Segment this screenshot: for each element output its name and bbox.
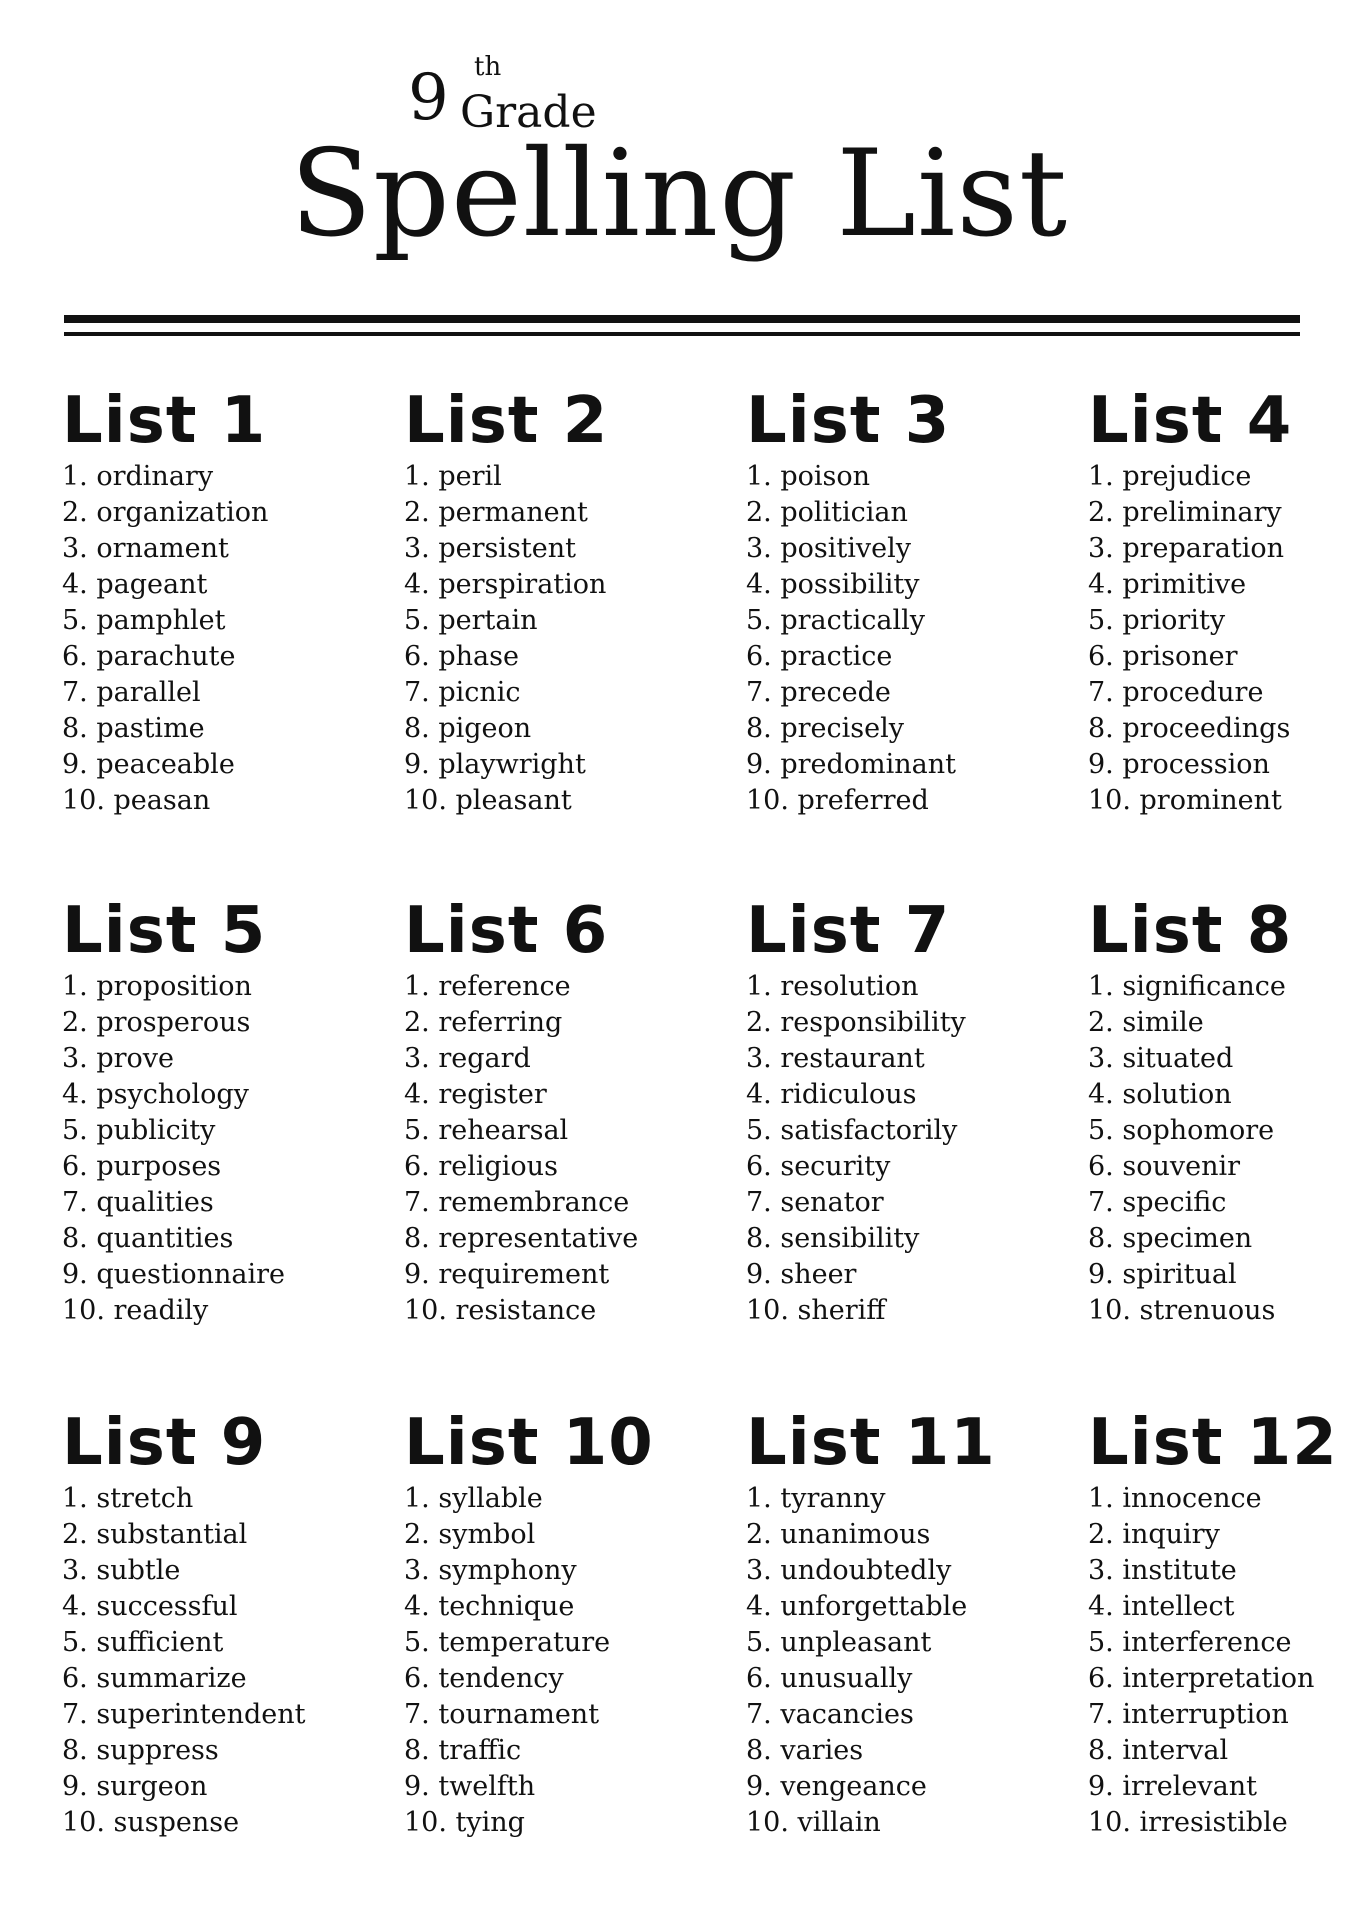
list-item: 4. register (404, 1079, 547, 1110)
list-item: 8. varies (746, 1735, 864, 1766)
list-item: 4. psychology (62, 1079, 249, 1110)
list-item: 8. quantities (62, 1223, 234, 1254)
list-item: 9. sheer (746, 1259, 857, 1290)
word-list (404, 1481, 744, 1841)
list-item: 7. qualities (62, 1187, 214, 1218)
spelling-list-11 (746, 1407, 1086, 1841)
list-item: 3. symphony (404, 1555, 577, 1586)
list-title: List 12 (1088, 1406, 1338, 1480)
list-item: 8. proceedings (1088, 713, 1291, 744)
list-item: 3. positively (746, 533, 911, 564)
list-item: 3. preparation (1088, 533, 1285, 564)
list-item: 6. souvenir (1088, 1151, 1241, 1182)
spelling-list-12 (1088, 1407, 1358, 1841)
list-item: 10. pleasant (404, 785, 572, 816)
word-list (1088, 969, 1358, 1329)
list-item: 8. precisely (746, 713, 904, 744)
list-item: 9. irrelevant (1088, 1771, 1257, 1802)
list-item: 10. suspense (62, 1807, 240, 1838)
list-item: 5. pertain (404, 605, 538, 636)
list-item: 1. reference (404, 971, 571, 1002)
list-item: 4. primitive (1088, 569, 1247, 600)
page-title: Spelling List (289, 125, 1069, 264)
list-title: List 1 (62, 384, 267, 458)
list-item: 4. perspiration (404, 569, 607, 600)
list-item: 3. restaurant (746, 1043, 925, 1074)
list-item: 5. satisfactorily (746, 1115, 958, 1146)
spelling-list-10 (404, 1407, 744, 1841)
grade-number: 9 (408, 61, 449, 135)
list-item: 8. interval (1088, 1735, 1229, 1766)
list-item: 5. priority (1088, 605, 1226, 636)
spelling-list-9 (62, 1407, 402, 1841)
list-item: 3. subtle (62, 1555, 181, 1586)
list-item: 7. picnic (404, 677, 521, 708)
list-item: 7. tournament (404, 1699, 600, 1730)
list-item: 8. suppress (62, 1735, 219, 1766)
list-item: 2. substantial (62, 1519, 248, 1550)
list-item: 10. tying (404, 1807, 525, 1838)
spelling-list-5 (62, 895, 402, 1329)
list-item: 3. undoubtedly (746, 1555, 952, 1586)
list-item: 1. syllable (404, 1483, 543, 1514)
list-item: 1. ordinary (62, 461, 214, 492)
list-item: 9. questionnaire (62, 1259, 285, 1290)
word-list (746, 969, 1086, 1329)
list-item: 3. regard (404, 1043, 531, 1074)
list-item: 8. specimen (1088, 1223, 1253, 1254)
list-item: 9. spiritual (1088, 1259, 1237, 1290)
header-divider-thin (64, 332, 1300, 336)
list-item: 9. vengeance (746, 1771, 927, 1802)
list-item: 6. tendency (404, 1663, 564, 1694)
spelling-list-6 (404, 895, 744, 1329)
list-item: 10. sheriff (746, 1295, 886, 1326)
list-item: 4. intellect (1088, 1591, 1235, 1622)
list-item: 10. prominent (1088, 785, 1282, 816)
list-item: 4. possibility (746, 569, 920, 600)
list-item: 5. publicity (62, 1115, 216, 1146)
spelling-list-3 (746, 385, 1086, 819)
list-item: 8. traffic (404, 1735, 522, 1766)
list-item: 9. requirement (404, 1259, 610, 1290)
list-title: List 10 (404, 1406, 654, 1480)
list-item: 10. villain (746, 1807, 881, 1838)
spelling-list-4 (1088, 385, 1358, 819)
list-item: 7. remembrance (404, 1187, 630, 1218)
list-item: 2. preliminary (1088, 497, 1282, 528)
list-item: 1. prejudice (1088, 461, 1252, 492)
list-item: 1. peril (404, 461, 502, 492)
grade-suffix: th (474, 52, 502, 82)
list-item: 4. successful (62, 1591, 238, 1622)
list-item: 9. twelfth (404, 1771, 536, 1802)
list-item: 8. pigeon (404, 713, 532, 744)
list-item: 10. resistance (404, 1295, 597, 1326)
list-item: 2. unanimous (746, 1519, 931, 1550)
list-item: 5. interference (1088, 1627, 1292, 1658)
list-item: 2. prosperous (62, 1007, 251, 1038)
word-list (62, 969, 402, 1329)
list-item: 9. peaceable (62, 749, 235, 780)
word-list (1088, 1481, 1358, 1841)
list-item: 3. prove (62, 1043, 175, 1074)
list-item: 9. predominant (746, 749, 957, 780)
word-list (746, 1481, 1086, 1841)
list-item: 1. poison (746, 461, 871, 492)
list-title: List 11 (746, 1406, 996, 1480)
list-item: 3. institute (1088, 1555, 1237, 1586)
spelling-list-7 (746, 895, 1086, 1329)
spelling-list-8 (1088, 895, 1358, 1329)
list-item: 6. prisoner (1088, 641, 1238, 672)
page-header (0, 0, 1358, 300)
list-item: 7. interruption (1088, 1699, 1289, 1730)
word-list (746, 459, 1086, 819)
list-item: 1. proposition (62, 971, 252, 1002)
list-item: 9. playwright (404, 749, 586, 780)
list-item: 5. pamphlet (62, 605, 226, 636)
list-item: 6. phase (404, 641, 519, 672)
list-item: 2. simile (1088, 1007, 1204, 1038)
list-item: 3. persistent (404, 533, 576, 564)
list-title: List 5 (62, 894, 267, 968)
list-item: 6. interpretation (1088, 1663, 1315, 1694)
word-list (404, 459, 744, 819)
list-item: 5. rehearsal (404, 1115, 569, 1146)
list-title: List 8 (1088, 894, 1293, 968)
grade-word: Grade (460, 87, 597, 138)
list-item: 2. politician (746, 497, 908, 528)
word-list (1088, 459, 1358, 819)
list-item: 2. organization (62, 497, 269, 528)
list-item: 7. vacancies (746, 1699, 914, 1730)
list-item: 8. pastime (62, 713, 205, 744)
list-item: 7. precede (746, 677, 891, 708)
list-item: 2. inquiry (1088, 1519, 1220, 1550)
list-item: 6. purposes (62, 1151, 222, 1182)
list-item: 6. unusually (746, 1663, 913, 1694)
list-item: 7. procedure (1088, 677, 1264, 708)
list-item: 9. surgeon (62, 1771, 208, 1802)
list-item: 3. situated (1088, 1043, 1234, 1074)
list-item: 4. pageant (62, 569, 208, 600)
list-item: 7. senator (746, 1187, 884, 1218)
list-item: 6. summarize (62, 1663, 247, 1694)
list-item: 8. representative (404, 1223, 639, 1254)
list-item: 7. parallel (62, 677, 201, 708)
list-item: 4. unforgettable (746, 1591, 968, 1622)
list-title: List 2 (404, 384, 609, 458)
list-item: 4. technique (404, 1591, 575, 1622)
spelling-list-2 (404, 385, 744, 819)
list-item: 8. sensibility (746, 1223, 920, 1254)
list-item: 1. tyranny (746, 1483, 886, 1514)
list-item: 10. peasan (62, 785, 211, 816)
list-title: List 7 (746, 894, 951, 968)
list-item: 5. unpleasant (746, 1627, 932, 1658)
word-list (62, 459, 402, 819)
word-list (404, 969, 744, 1329)
list-title: List 4 (1088, 384, 1293, 458)
list-item: 2. symbol (404, 1519, 536, 1550)
list-item: 6. practice (746, 641, 893, 672)
list-item: 5. sophomore (1088, 1115, 1275, 1146)
list-item: 5. sufficient (62, 1627, 224, 1658)
list-title: List 3 (746, 384, 951, 458)
list-item: 2. responsibility (746, 1007, 966, 1038)
list-item: 1. innocence (1088, 1483, 1262, 1514)
list-item: 7. superintendent (62, 1699, 306, 1730)
list-item: 2. permanent (404, 497, 588, 528)
list-item: 10. strenuous (1088, 1295, 1276, 1326)
list-item: 10. irresistible (1088, 1807, 1288, 1838)
list-item: 5. temperature (404, 1627, 611, 1658)
word-list (62, 1481, 402, 1841)
list-item: 1. resolution (746, 971, 919, 1002)
list-item: 2. referring (404, 1007, 563, 1038)
list-item: 1. stretch (62, 1483, 194, 1514)
list-item: 6. parachute (62, 641, 236, 672)
list-item: 6. security (746, 1151, 891, 1182)
list-title: List 9 (62, 1406, 267, 1480)
list-item: 4. solution (1088, 1079, 1232, 1110)
list-item: 6. religious (404, 1151, 558, 1182)
list-item: 1. significance (1088, 971, 1286, 1002)
list-item: 5. practically (746, 605, 925, 636)
spelling-list-1 (62, 385, 402, 819)
header-divider-thick (64, 315, 1300, 323)
list-item: 9. procession (1088, 749, 1270, 780)
list-item: 4. ridiculous (746, 1079, 917, 1110)
list-item: 7. specific (1088, 1187, 1227, 1218)
list-item: 10. readily (62, 1295, 209, 1326)
list-item: 3. ornament (62, 533, 229, 564)
list-title: List 6 (404, 894, 609, 968)
list-item: 10. preferred (746, 785, 929, 816)
